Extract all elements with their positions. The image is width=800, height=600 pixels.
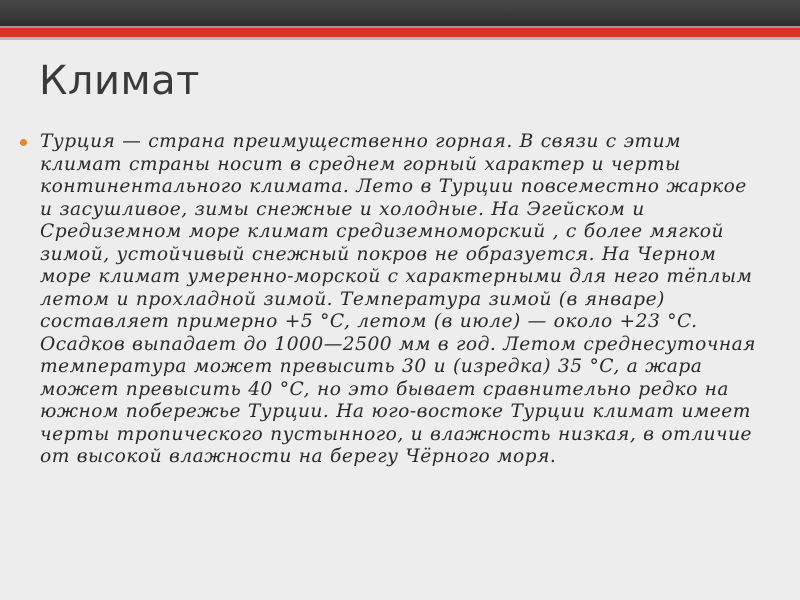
bullet-dot-icon bbox=[20, 139, 27, 146]
list-item bbox=[40, 131, 758, 469]
header-band bbox=[0, 0, 800, 26]
climate-paragraph: Турция — страна преимущественно горная. В связи с этим климат страны носит в среднем горный характер и черты континентального климата. Лето в Турции повсеместно жаркое и засушливое, зимы снежные и холодные. На Эгейском и Средиземном море климат средиземноморский , с более мягкой зимой, устойчивый снежный покров не образуется. На Черном море климат умеренно-морской с характерными для него тёплым летом и прохладной зимой. Температура зимой (в январе) составляет примерно +5 °C, летом (в июле) — около +23 °C. Осадков выпадает до 1000—2500 мм в год. Летом среднесуточная температура может превысить 30 и (изредка) 35 °C, а жара может превысить 40 °C, но это бывает сравнительно редко на южном побережье Турции. На юго-востоке Турции климат имеет черты тропического пустынного, и влажность низкая, в отличие от высокой влажности на берегу Чёрного моря. bbox=[40, 131, 756, 467]
accent-stripe bbox=[0, 28, 800, 37]
content-list bbox=[40, 131, 758, 469]
header-shadow-stripe bbox=[0, 37, 800, 40]
slide-title: Климат bbox=[39, 58, 200, 104]
